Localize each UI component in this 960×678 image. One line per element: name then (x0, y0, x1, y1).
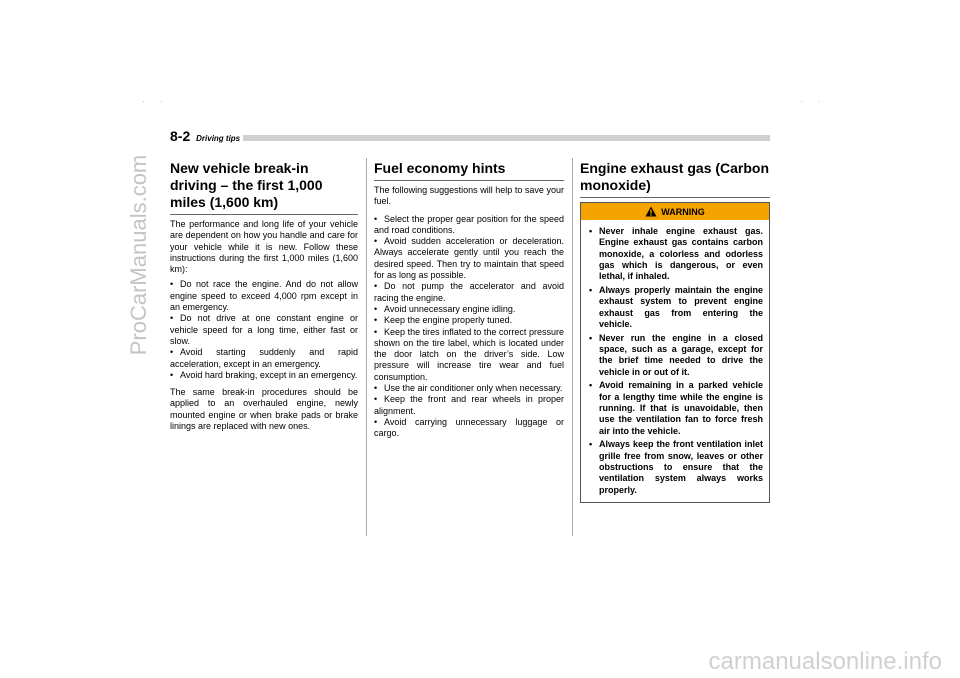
page-header (170, 128, 243, 144)
bullet-text: Do not pump the accelerator and avoid racing the engine. (374, 281, 564, 303)
section-title: Fuel economy hints (374, 160, 564, 181)
bullet-icon: • (374, 236, 378, 247)
bullet-item (374, 281, 564, 304)
bullet-item (170, 313, 358, 347)
crop-mark-right: · · (800, 96, 827, 106)
bullet-text: Avoid remaining in a parked vehicle for a lengthy time while the engine is running. If that is unavoidable, then use the ventilation fan to force fresh air into the vehicle. (599, 380, 763, 436)
paragraph: The performance and long life of your vehicle are dependent on how you handle and care for your vehicle while it is new. Follow these instructions during the first 1,000 miles (1,600 km): (170, 219, 358, 275)
bullet-text: Never inhale engine exhaust gas. Engine exhaust gas contains carbon monoxide, a colorless and odorless gas which is dangerous, or even lethal, if inhaled. (599, 226, 763, 282)
bullet-icon: • (589, 439, 593, 450)
crop-mark-left: · · (142, 96, 169, 106)
bullet-icon: • (170, 313, 174, 324)
bullet-icon: • (170, 279, 174, 290)
bullet-list (374, 214, 564, 440)
bullet-text: Select the proper gear position for the speed and road conditions. (374, 213, 564, 235)
warning-triangle-icon (645, 206, 657, 217)
bullet-text: Never run the engine in a closed space, such as a garage, except for the brief time needed to drive the vehicle in or out of it. (599, 332, 763, 377)
bullet-item (374, 417, 564, 440)
bullet-text: Avoid carrying unnecessary luggage or cargo. (374, 416, 564, 439)
header-bar (170, 135, 770, 141)
bullet-item (374, 315, 564, 326)
bullet-text: Avoid starting suddenly and rapid acceleration, except in an emergency. (170, 347, 358, 369)
bullet-icon: • (589, 284, 593, 295)
bullet-icon: • (589, 332, 593, 343)
bullet-item (374, 327, 564, 383)
watermark-bottom: carmanualsonline.info (708, 648, 942, 675)
bullet-item (170, 347, 358, 370)
warning-item (589, 439, 763, 495)
warning-box (580, 202, 770, 503)
bullet-icon: • (170, 369, 174, 380)
warning-item (589, 226, 763, 282)
bullet-item (170, 279, 358, 313)
bullet-icon: • (170, 347, 174, 358)
bullet-icon: • (374, 394, 378, 405)
bullet-text: Keep the tires inflated to the correct pressure shown on the tire label, which is located under the door latch on the driver’s side. Low pressure will increase tire wear and fuel consumption. (374, 326, 564, 382)
bullet-text: Do not drive at one constant engine or vehicle speed for a long time, either fast or slow. (170, 313, 358, 346)
warning-header (581, 203, 769, 220)
watermark-side: ProCarManuals.com (126, 154, 151, 356)
bullet-text: Avoid hard braking, except in an emergency. (180, 369, 358, 380)
bullet-text: Avoid sudden acceleration or deceleration. Always accelerate gently until you reach the desired speed. Then try to maintain that speed for as long as possible. (374, 236, 564, 281)
bullet-icon: • (374, 281, 378, 292)
bullet-item (374, 383, 564, 394)
column-fuel-economy (374, 160, 564, 440)
section-title: Engine exhaust gas (Carbon monoxide) (580, 160, 770, 198)
bullet-text: Keep the front and rear wheels in proper alignment. (374, 394, 564, 416)
bullet-text: Use the air conditioner only when necessary. (384, 383, 563, 394)
bullet-icon: • (589, 380, 593, 391)
bullet-item (374, 214, 564, 237)
bullet-item (170, 370, 358, 381)
bullet-icon: • (374, 213, 378, 224)
warning-item (589, 333, 763, 378)
column-break-in (170, 160, 358, 436)
bullet-item (374, 394, 564, 417)
section-title: New vehicle break-in driving – the first 1,000 miles (1,600 km) (170, 160, 358, 215)
bullet-icon: • (374, 303, 378, 314)
bullet-text: Always properly maintain the engine exhaust system to prevent engine exhaust gas from entering the vehicle. (599, 284, 763, 329)
bullet-icon: • (374, 416, 378, 427)
column-exhaust-gas (580, 160, 770, 503)
bullet-text: Always keep the front ventilation inlet grille free from snow, leaves or other obstructions to ensure that the ventilation system always works properly. (599, 439, 763, 495)
warning-list (581, 220, 769, 502)
paragraph: The following suggestions will help to save your fuel. (374, 185, 564, 207)
bullet-item (374, 304, 564, 315)
section-name: Driving tips (196, 134, 241, 143)
bullet-icon: • (374, 383, 378, 394)
column-divider (366, 158, 367, 536)
bullet-list (170, 279, 358, 381)
warning-item (589, 285, 763, 330)
warning-label: WARNING (661, 206, 705, 217)
bullet-icon: • (589, 226, 593, 236)
bullet-text: Keep the engine properly tuned. (384, 315, 513, 326)
bullet-icon: • (374, 315, 378, 326)
page-number: 8-2 (170, 128, 191, 144)
paragraph: The same break-in procedures should be applied to an overhauled engine, newly mounted engine or when brake pads or brake linings are replaced with new ones. (170, 387, 358, 432)
bullet-text: Avoid unnecessary engine idling. (384, 303, 516, 314)
bullet-text: Do not race the engine. And do not allow engine speed to exceed 4,000 rpm except in an emergency. (170, 279, 358, 313)
column-divider (572, 158, 573, 536)
bullet-icon: • (374, 326, 378, 337)
bullet-item (374, 236, 564, 281)
warning-item (589, 380, 763, 436)
